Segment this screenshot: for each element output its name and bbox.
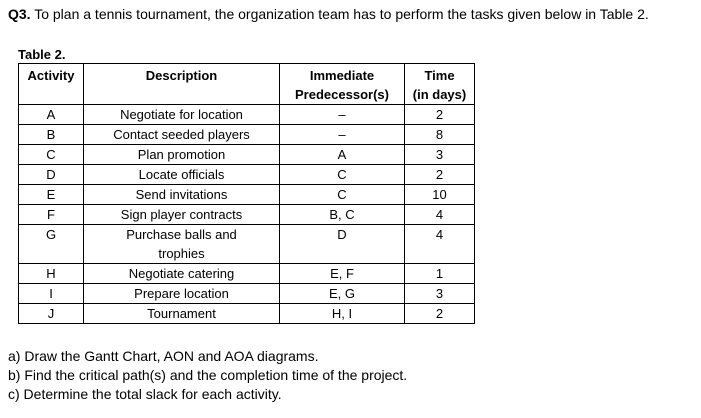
- cell-description: [84, 225, 280, 264]
- cell-predecessors: C: [280, 185, 405, 205]
- cell-predecessors: –: [280, 105, 405, 125]
- table-row: [19, 205, 475, 225]
- cell-activity: D: [19, 165, 84, 185]
- cell-description: Sign player contracts: [84, 205, 280, 225]
- cell-description: Locate officials: [84, 165, 280, 185]
- cell-activity: I: [19, 284, 84, 304]
- cell-predecessors: D: [280, 225, 405, 264]
- activity-table: [18, 63, 475, 324]
- table-row: [19, 225, 475, 264]
- question-text: To plan a tennis tournament, the organization team has to perform the tasks given below in Table 2.: [30, 6, 649, 22]
- table-header-row: [19, 64, 475, 105]
- header-time: [405, 64, 475, 105]
- table-row: [19, 165, 475, 185]
- table-row: [19, 125, 475, 145]
- cell-predecessors: E, F: [280, 264, 405, 284]
- cell-predecessors: A: [280, 145, 405, 165]
- cell-activity: H: [19, 264, 84, 284]
- header-time-line1: Time: [424, 68, 455, 83]
- cell-time: 3: [405, 145, 475, 165]
- question-heading: [8, 4, 649, 24]
- cell-activity: J: [19, 304, 84, 324]
- cell-predecessors: B, C: [280, 205, 405, 225]
- question-parts: [8, 347, 407, 404]
- cell-time: 4: [405, 205, 475, 225]
- table-row: [19, 185, 475, 205]
- header-predecessors-line1: Immediate: [309, 68, 375, 83]
- part-c: c) Determine the total slack for each activity.: [8, 386, 282, 402]
- table-row: [19, 105, 475, 125]
- cell-description: Send invitations: [84, 185, 280, 205]
- cell-description: Plan promotion: [84, 145, 280, 165]
- cell-time: 1: [405, 264, 475, 284]
- cell-time: 2: [405, 165, 475, 185]
- cell-time: 8: [405, 125, 475, 145]
- cell-predecessors: –: [280, 125, 405, 145]
- cell-time: 3: [405, 284, 475, 304]
- cell-predecessors: H, I: [280, 304, 405, 324]
- cell-description: Contact seeded players: [84, 125, 280, 145]
- cell-description: Negotiate catering: [84, 264, 280, 284]
- header-description: Description: [84, 64, 280, 105]
- cell-description-line2: trophies: [158, 246, 205, 261]
- cell-activity: B: [19, 125, 84, 145]
- header-activity: Activity: [19, 64, 84, 105]
- cell-activity: E: [19, 185, 84, 205]
- cell-activity: G: [19, 225, 84, 264]
- cell-activity: F: [19, 205, 84, 225]
- part-b: b) Find the critical path(s) and the completion time of the project.: [8, 367, 408, 383]
- table-row: [19, 145, 475, 165]
- table-row: [19, 284, 475, 304]
- header-time-line2: (in days): [412, 87, 467, 102]
- cell-description: Tournament: [84, 304, 280, 324]
- cell-time: 2: [405, 304, 475, 324]
- question-number: Q3.: [8, 6, 31, 22]
- cell-predecessors: E, G: [280, 284, 405, 304]
- cell-description: Negotiate for location: [84, 105, 280, 125]
- table-row: [19, 264, 475, 284]
- cell-description: Prepare location: [84, 284, 280, 304]
- cell-time: 4: [405, 225, 475, 264]
- cell-activity: C: [19, 145, 84, 165]
- cell-description-line1: Purchase balls and: [126, 227, 237, 242]
- table-row: [19, 304, 475, 324]
- header-predecessors: [280, 64, 405, 105]
- table-caption: Table 2.: [18, 47, 66, 62]
- cell-time: 10: [405, 185, 475, 205]
- cell-predecessors: C: [280, 165, 405, 185]
- cell-activity: A: [19, 105, 84, 125]
- header-predecessors-line2: Predecessor(s): [295, 87, 389, 102]
- part-a: a) Draw the Gantt Chart, AON and AOA diagrams.: [8, 348, 319, 364]
- cell-time: 2: [405, 105, 475, 125]
